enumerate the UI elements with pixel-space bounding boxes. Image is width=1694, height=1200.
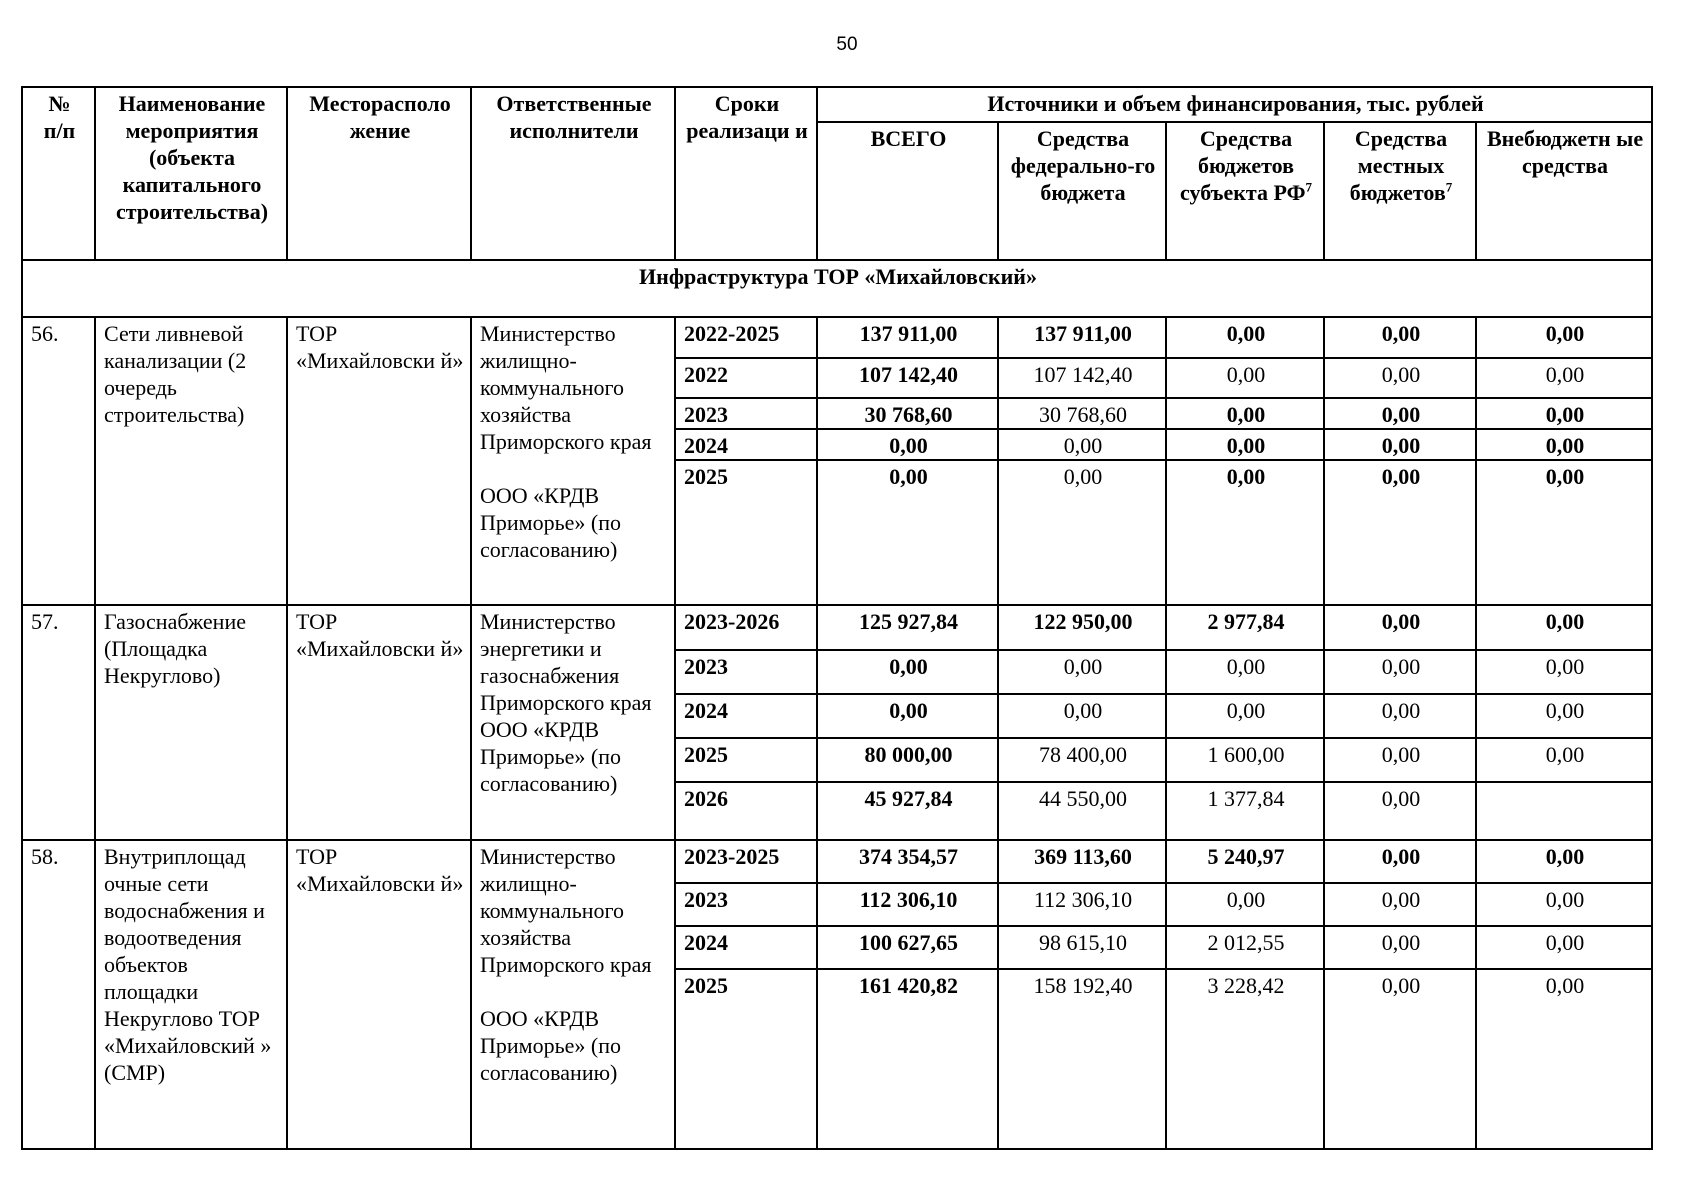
year-cell: 2024 (675, 694, 817, 738)
total-cell: 137 911,00 (817, 317, 998, 358)
financing-table (21, 86, 1653, 1150)
header-name: Наименование мероприятия (объекта капитального строительства) (95, 87, 287, 260)
total-cell: 374 354,57 (817, 840, 998, 883)
local-cell: 0,00 (1324, 969, 1476, 1149)
item-number: 57. (22, 605, 95, 840)
executor-primary: Министерство энергетики и газоснабжения Приморского края (480, 609, 652, 715)
year-cell: 2023 (675, 650, 817, 694)
subject-cell: 0,00 (1166, 317, 1324, 358)
header-local-sup: 7 (1445, 179, 1453, 195)
item-location: ТОР «Михайловски й» (287, 605, 471, 840)
item-name: Внутриплощад очные сети водоснабжения и водоотведения объектов площадки Некруглово ТОР «Михайловский » (СМР) (95, 840, 287, 1149)
header-location: Месторасполо жение (287, 87, 471, 260)
federal-cell: 112 306,10 (998, 883, 1166, 926)
item-name: Газоснабжение (Площадка Некруглово) (95, 605, 287, 840)
total-cell: 125 927,84 (817, 605, 998, 650)
header-total: ВСЕГО (817, 122, 998, 260)
header-subject-text: Средства бюджетов субъекта РФ (1180, 126, 1306, 205)
header-num: № п/п (22, 87, 95, 260)
page-number: 50 (836, 34, 858, 55)
offbudget-cell: 0,00 (1476, 840, 1652, 883)
federal-cell: 107 142,40 (998, 358, 1166, 398)
year-cell: 2022-2025 (675, 317, 817, 358)
subject-cell: 1 377,84 (1166, 782, 1324, 840)
offbudget-cell: 0,00 (1476, 738, 1652, 782)
federal-cell: 44 550,00 (998, 782, 1166, 840)
subject-cell: 0,00 (1166, 650, 1324, 694)
header-subject-sup: 7 (1305, 179, 1312, 195)
year-cell: 2025 (675, 460, 817, 605)
federal-cell: 369 113,60 (998, 840, 1166, 883)
header-federal: Средства федерально-го бюджета (998, 122, 1166, 260)
local-cell: 0,00 (1324, 694, 1476, 738)
offbudget-cell (1476, 782, 1652, 840)
local-cell: 0,00 (1324, 605, 1476, 650)
header-executors: Ответственные исполнители (471, 87, 675, 260)
item-name: Сети ливневой канализации (2 очередь строительства) (95, 317, 287, 605)
subject-cell: 0,00 (1166, 398, 1324, 429)
local-cell: 0,00 (1324, 429, 1476, 460)
item-executors (471, 317, 675, 605)
executor-secondary: ООО «КРДВ Приморье» (по согласованию) (480, 483, 621, 562)
total-cell: 0,00 (817, 694, 998, 738)
header-local-text: Средства местных бюджетов (1349, 126, 1448, 205)
year-cell: 2025 (675, 969, 817, 1149)
year-cell: 2023-2026 (675, 605, 817, 650)
federal-cell: 0,00 (998, 429, 1166, 460)
federal-cell: 158 192,40 (998, 969, 1166, 1149)
year-cell: 2025 (675, 738, 817, 782)
item-number: 56. (22, 317, 95, 605)
table-row (22, 605, 1652, 650)
local-cell: 0,00 (1324, 926, 1476, 969)
header-sources-group: Источники и объем финансирования, тыс. рублей (817, 87, 1652, 122)
local-cell: 0,00 (1324, 358, 1476, 398)
federal-cell: 0,00 (998, 460, 1166, 605)
header-local (1324, 122, 1476, 260)
federal-cell: 0,00 (998, 694, 1166, 738)
local-cell: 0,00 (1324, 782, 1476, 840)
total-cell: 0,00 (817, 460, 998, 605)
year-cell: 2023-2025 (675, 840, 817, 883)
federal-cell: 137 911,00 (998, 317, 1166, 358)
total-cell: 30 768,60 (817, 398, 998, 429)
subject-cell: 3 228,42 (1166, 969, 1324, 1149)
total-cell: 100 627,65 (817, 926, 998, 969)
header-terms: Сроки реализаци и (675, 87, 817, 260)
federal-cell: 122 950,00 (998, 605, 1166, 650)
offbudget-cell: 0,00 (1476, 969, 1652, 1149)
total-cell: 0,00 (817, 429, 998, 460)
executor-primary: Министерство жилищно-коммунального хозяйства Приморского края (480, 844, 652, 977)
year-cell: 2023 (675, 398, 817, 429)
executor-secondary: ООО «КРДВ Приморье» (по согласованию) (480, 1006, 621, 1085)
section-row (22, 260, 1652, 317)
subject-cell: 2 012,55 (1166, 926, 1324, 969)
total-cell: 45 927,84 (817, 782, 998, 840)
local-cell: 0,00 (1324, 883, 1476, 926)
year-cell: 2026 (675, 782, 817, 840)
local-cell: 0,00 (1324, 398, 1476, 429)
local-cell: 0,00 (1324, 738, 1476, 782)
offbudget-cell: 0,00 (1476, 883, 1652, 926)
executor-secondary: ООО «КРДВ Приморье» (по согласованию) (480, 717, 621, 796)
local-cell: 0,00 (1324, 317, 1476, 358)
offbudget-cell: 0,00 (1476, 317, 1652, 358)
offbudget-cell: 0,00 (1476, 650, 1652, 694)
offbudget-cell: 0,00 (1476, 358, 1652, 398)
item-location: ТОР «Михайловски й» (287, 840, 471, 1149)
federal-cell: 98 615,10 (998, 926, 1166, 969)
table-row (22, 317, 1652, 358)
subject-cell: 0,00 (1166, 358, 1324, 398)
item-executors (471, 605, 675, 840)
executor-primary: Министерство жилищно-коммунального хозяйства Приморского края (480, 321, 652, 454)
local-cell: 0,00 (1324, 460, 1476, 605)
section-title: Инфраструктура ТОР «Михайловский» (22, 260, 1652, 317)
header-row-top (22, 87, 1652, 122)
subject-cell: 5 240,97 (1166, 840, 1324, 883)
total-cell: 80 000,00 (817, 738, 998, 782)
subject-cell: 0,00 (1166, 694, 1324, 738)
year-cell: 2022 (675, 358, 817, 398)
header-subject (1166, 122, 1324, 260)
item-executors (471, 840, 675, 1149)
offbudget-cell: 0,00 (1476, 429, 1652, 460)
federal-cell: 30 768,60 (998, 398, 1166, 429)
offbudget-cell: 0,00 (1476, 694, 1652, 738)
subject-cell: 0,00 (1166, 883, 1324, 926)
offbudget-cell: 0,00 (1476, 398, 1652, 429)
total-cell: 0,00 (817, 650, 998, 694)
offbudget-cell: 0,00 (1476, 926, 1652, 969)
federal-cell: 0,00 (998, 650, 1166, 694)
federal-cell: 78 400,00 (998, 738, 1166, 782)
total-cell: 161 420,82 (817, 969, 998, 1149)
item-number: 58. (22, 840, 95, 1149)
subject-cell: 2 977,84 (1166, 605, 1324, 650)
item-location: ТОР «Михайловски й» (287, 317, 471, 605)
offbudget-cell: 0,00 (1476, 460, 1652, 605)
local-cell: 0,00 (1324, 650, 1476, 694)
total-cell: 107 142,40 (817, 358, 998, 398)
year-cell: 2024 (675, 429, 817, 460)
local-cell: 0,00 (1324, 840, 1476, 883)
total-cell: 112 306,10 (817, 883, 998, 926)
year-cell: 2023 (675, 883, 817, 926)
table-row (22, 840, 1652, 883)
offbudget-cell: 0,00 (1476, 605, 1652, 650)
subject-cell: 0,00 (1166, 460, 1324, 605)
subject-cell: 1 600,00 (1166, 738, 1324, 782)
year-cell: 2024 (675, 926, 817, 969)
subject-cell: 0,00 (1166, 429, 1324, 460)
header-offbudget: Внебюджетн ые средства (1476, 122, 1652, 260)
